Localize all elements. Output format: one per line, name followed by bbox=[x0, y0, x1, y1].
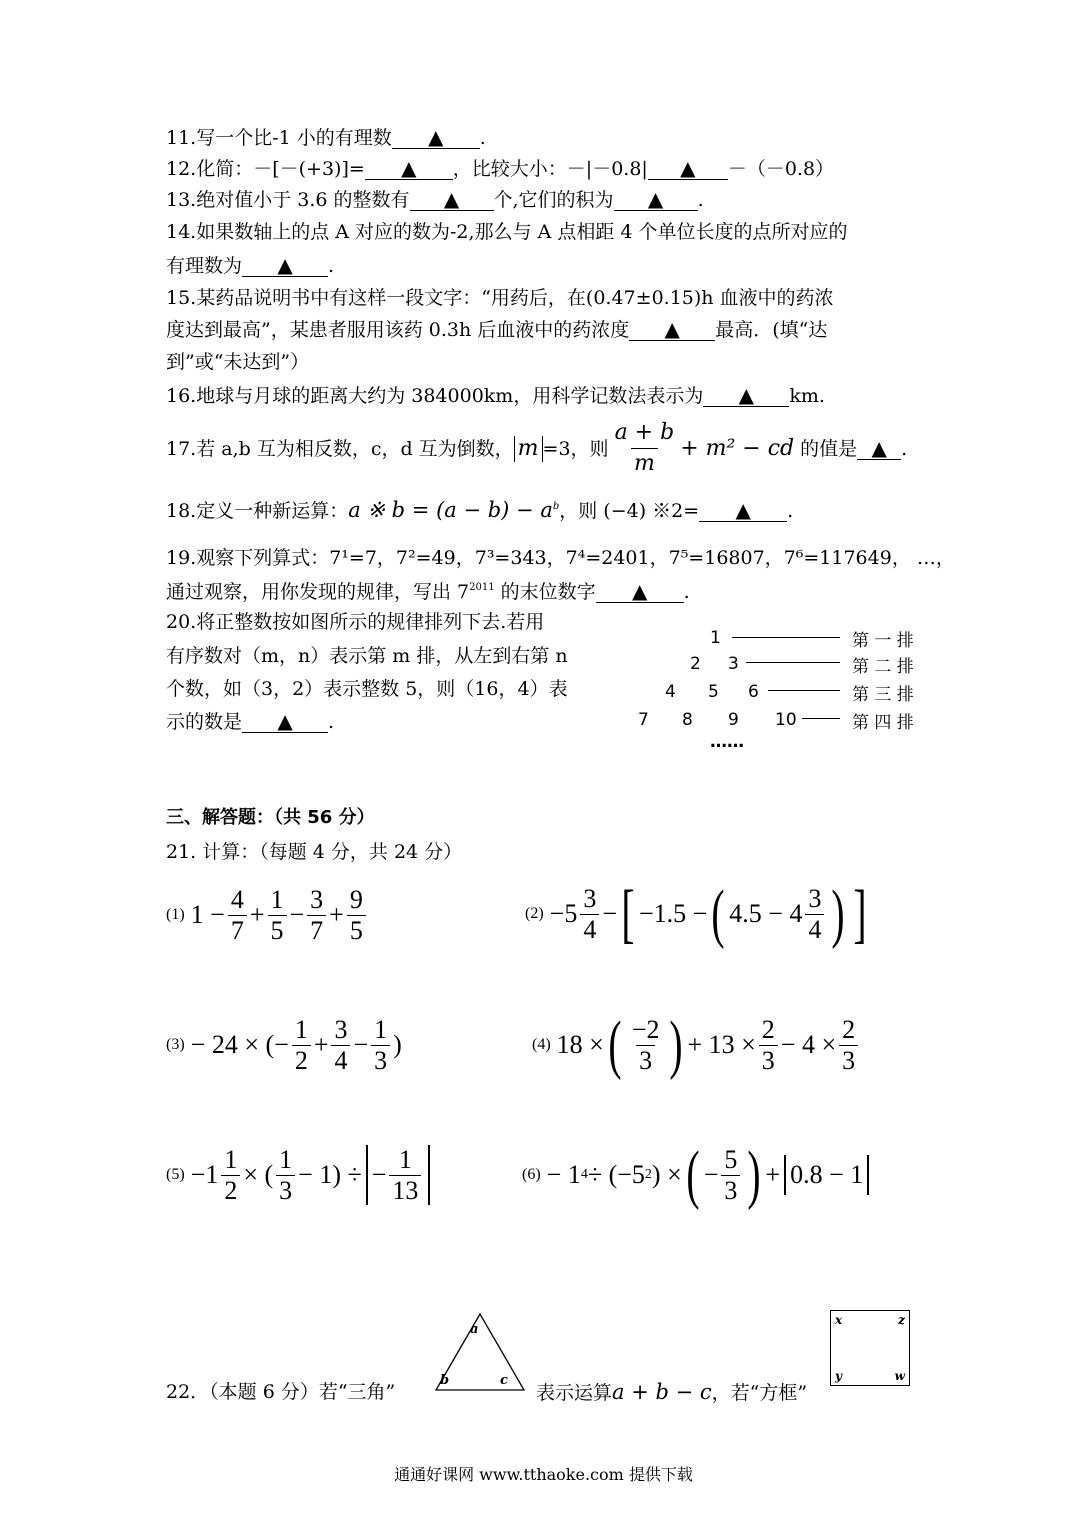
number: 4 bbox=[665, 682, 676, 702]
question-17: 17.若 a,b 互为相反数，c，d 互为倒数， m =3，则 $\frac{a + b}{m}$ + m² − cd 的值是 ▲ . bbox=[166, 418, 907, 479]
problem-3: (3) − 24 × (− $\frac{1}{2}$ + $\frac{3}{4}$ − $\frac{1}{3}$ ) bbox=[166, 1014, 402, 1075]
answer-blank[interactable]: ▲ bbox=[242, 255, 328, 277]
number: 7 bbox=[638, 710, 649, 730]
problem-2: (2) −5 $\frac{3}{4}$ − [ −1.5 − ( 4.5 − 4 $\frac{3}{4}$ ) ] bbox=[525, 877, 868, 950]
question-21: 21. 计算：（每题 4 分，共 24 分） bbox=[166, 841, 463, 863]
triangle-label: c bbox=[500, 1373, 508, 1388]
section-heading: 三、解答题：（共 56 分） bbox=[166, 807, 375, 828]
question-12: 12.化简：－[－(+3)]= ▲ ，比较大小：－|－0.8| ▲ －（－0.8） bbox=[166, 156, 835, 180]
question-11: 11.写一个比-1 小的有理数 ▲ . bbox=[166, 125, 486, 149]
number: 1 bbox=[710, 628, 721, 648]
question-20-line2: 有序数对（m，n）表示第 m 排，从左到右第 n bbox=[166, 645, 568, 667]
question-13: 13.绝对值小于 3.6 的整数有 ▲ 个,它们的积为 ▲ . bbox=[166, 187, 704, 211]
triangle-label: b bbox=[440, 1373, 450, 1388]
answer-blank[interactable]: ▲ bbox=[365, 158, 453, 180]
problem-4: (4) 18 × ( $\frac{-2}{3}$ ) + 13 × $\frac{2}{3}$ − 4 × $\frac{2}{3}$ bbox=[532, 1010, 861, 1080]
number: 3 bbox=[728, 654, 739, 674]
question-20-line3: 个数，如（3，2）表示整数 5，则（16，4）表 bbox=[166, 678, 568, 700]
question-16: 16.地球与月球的距离大约为 384000km，用科学记数法表示为 ▲ km. bbox=[166, 383, 825, 407]
problem-1: (1) 1 − $\frac{4}{7}$ + $\frac{1}{5}$ − $\frac{3}{7}$ + $\frac{9}{5}$ bbox=[166, 880, 369, 950]
number: 2 bbox=[690, 654, 701, 674]
question-18: 18.定义一种新运算：a ※ $b = (a - b) - a^b$，则 (−4) ※2= ▲ . bbox=[166, 498, 794, 522]
row-line bbox=[746, 662, 840, 663]
row-label: 第 四 排 bbox=[852, 713, 914, 733]
row-label: 第 二 排 bbox=[852, 657, 914, 677]
problem-5: (5) −1 $\frac{1}{2}$ × ( $\frac{1}{3}$ − 1) ÷ − $\frac{1}{13}$ bbox=[166, 1140, 434, 1210]
question-20-line1: 20.将正整数按如图所示的规律排列下去.若用 bbox=[166, 611, 545, 633]
question-14-line2: 有理数为 ▲ . bbox=[166, 253, 335, 277]
number: 9 bbox=[728, 710, 739, 730]
answer-blank[interactable]: ▲ bbox=[857, 438, 901, 460]
answer-blank[interactable]: ▲ bbox=[596, 581, 684, 603]
question-15-line3: 到”或“未达到”） bbox=[166, 351, 310, 373]
number: 5 bbox=[708, 682, 719, 702]
row-label: 第 三 排 bbox=[852, 685, 914, 705]
triangle-label: a bbox=[470, 1322, 479, 1337]
abs-m: m bbox=[514, 436, 543, 462]
question-20-line4: 示的数是 ▲ . bbox=[166, 709, 335, 733]
question-19-line2: 通过观察，用你发现的规律，写出 $7^{2011}$ 的末位数字 ▲ . bbox=[166, 579, 690, 603]
answer-blank[interactable]: ▲ bbox=[242, 711, 328, 733]
answer-blank[interactable]: ▲ bbox=[614, 189, 698, 211]
row-line bbox=[732, 637, 840, 638]
row-label: 第 一 排 bbox=[852, 631, 914, 651]
ellipsis: …… bbox=[710, 732, 744, 752]
fraction: $\frac{a + b}{m}$ bbox=[612, 418, 678, 479]
problem-6: (6) − 1 4 ÷ (−5 2 ) × ( − $\frac{5}{3}$ ) + 0.8 − 1 bbox=[522, 1140, 873, 1210]
number: 10 bbox=[775, 710, 797, 730]
answer-blank[interactable]: ▲ bbox=[629, 319, 715, 341]
number: 6 bbox=[748, 682, 759, 702]
answer-blank[interactable]: ▲ bbox=[648, 158, 728, 180]
page-footer: 通通好课网 www.tthaoke.com 提供下载 bbox=[394, 1465, 693, 1484]
answer-blank[interactable]: ▲ bbox=[703, 385, 789, 407]
question-19-line1: 19.观察下列算式：7¹=7，7²=49，7³=343，7⁴=2401，7⁵=16807，7⁶=117649， …， bbox=[166, 547, 955, 569]
row-line bbox=[768, 690, 840, 691]
question-22-middle: 表示运算a + b − c，若“方框” bbox=[536, 1380, 808, 1404]
row-line bbox=[802, 718, 840, 719]
question-15-line1: 15.某药品说明书中有这样一段文字：“用药后，在(0.47±0.15)h 血液中的药浓 bbox=[166, 287, 834, 309]
number-triangle-diagram bbox=[630, 620, 917, 760]
answer-blank[interactable]: ▲ bbox=[392, 127, 480, 149]
question-14-line1: 14.如果数轴上的点 A 对应的数为-2,那么与 A 点相距 4 个单位长度的点所对应的 bbox=[166, 221, 848, 243]
question-22-prefix: 22．（本题 6 分）若“三角” bbox=[166, 1381, 396, 1403]
box-operator-icon: x z y w bbox=[830, 1310, 910, 1386]
answer-blank[interactable]: ▲ bbox=[699, 500, 787, 522]
question-15-line2: 度达到最高”，某患者服用该药 0.3h 后血液中的药浓度 ▲ 最高．(填“达 bbox=[166, 317, 828, 341]
number: 8 bbox=[682, 710, 693, 730]
answer-blank[interactable]: ▲ bbox=[410, 189, 494, 211]
